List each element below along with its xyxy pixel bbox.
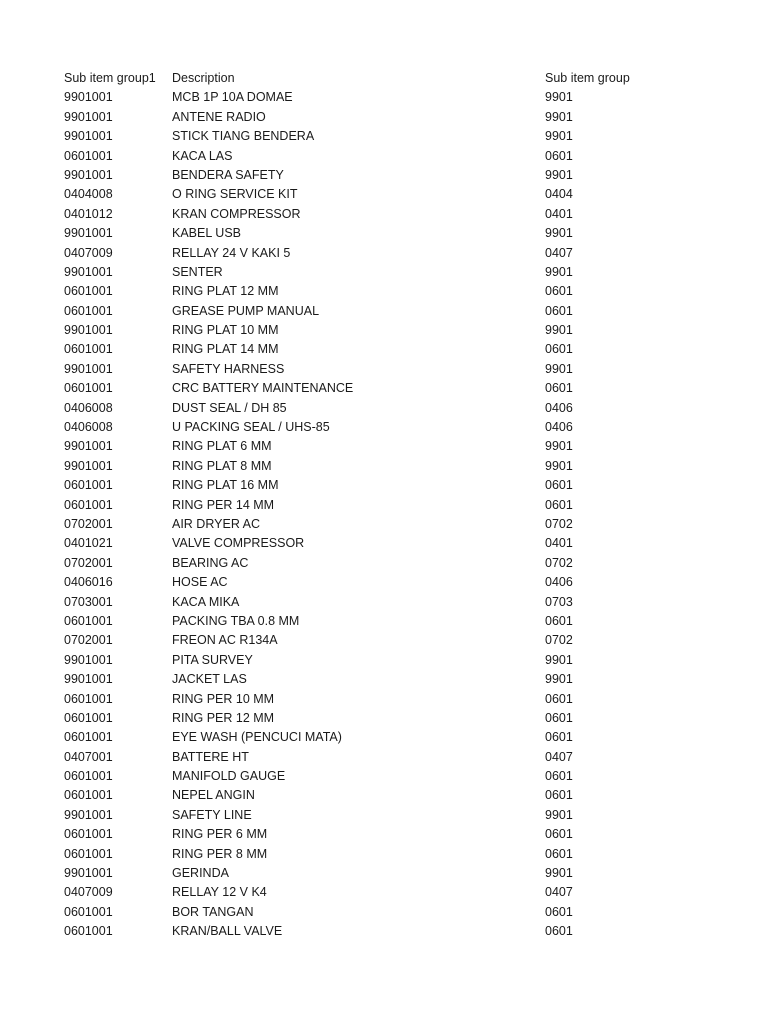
cell-sub-item-group1: 0401021	[64, 536, 113, 551]
cell-sub-item-group: 9901	[545, 672, 573, 687]
cell-description: KACA MIKA	[172, 594, 240, 609]
table-row	[64, 786, 704, 805]
item-table	[64, 69, 704, 942]
table-row	[64, 399, 704, 418]
table-row	[64, 282, 704, 301]
cell-sub-item-group: 0407	[545, 885, 573, 900]
cell-description: HOSE AC	[172, 575, 228, 590]
cell-sub-item-group1: 0601001	[64, 769, 113, 784]
cell-sub-item-group1: 0702001	[64, 555, 113, 570]
cell-sub-item-group: 0601	[545, 381, 573, 396]
cell-sub-item-group: 0601	[545, 478, 573, 493]
table-row	[64, 767, 704, 786]
cell-description: KRAN/BALL VALVE	[172, 924, 283, 939]
cell-sub-item-group: 0601	[545, 846, 573, 861]
cell-sub-item-group1: 0703001	[64, 594, 113, 609]
cell-sub-item-group1: 9901001	[64, 226, 113, 241]
table-row	[64, 108, 704, 127]
cell-description: EYE WASH (PENCUCI MATA)	[172, 730, 342, 745]
cell-sub-item-group: 0702	[545, 555, 573, 570]
table-row	[64, 728, 704, 747]
table-row	[64, 845, 704, 864]
table-row	[64, 709, 704, 728]
cell-description: BEARING AC	[172, 555, 249, 570]
table-row	[64, 631, 704, 650]
cell-sub-item-group: 9901	[545, 167, 573, 182]
cell-description: RING PLAT 12 MM	[172, 284, 279, 299]
cell-sub-item-group1: 0401012	[64, 206, 113, 221]
cell-sub-item-group: 0601	[545, 904, 573, 919]
cell-description: RING PER 10 MM	[172, 691, 275, 706]
header-sub-item-group1: Sub item group1	[64, 71, 156, 85]
cell-sub-item-group: 0407	[545, 245, 573, 260]
cell-description: SAFETY LINE	[172, 807, 252, 822]
cell-sub-item-group: 0702	[545, 633, 573, 648]
cell-description: RING PER 6 MM	[172, 827, 268, 842]
cell-sub-item-group1: 9901001	[64, 439, 113, 454]
table-row	[64, 806, 704, 825]
cell-description: GREASE PUMP MANUAL	[172, 303, 320, 318]
cell-description: NEPEL ANGIN	[172, 788, 255, 803]
cell-sub-item-group1: 9901001	[64, 109, 113, 124]
cell-description: KACA LAS	[172, 148, 233, 163]
cell-description: MANIFOLD GAUGE	[172, 769, 286, 784]
cell-sub-item-group: 0601	[545, 342, 573, 357]
cell-sub-item-group1: 0601001	[64, 730, 113, 745]
cell-description: SAFETY HARNESS	[172, 361, 285, 376]
table-row	[64, 515, 704, 534]
cell-sub-item-group: 0404	[545, 187, 573, 202]
cell-sub-item-group: 9901	[545, 323, 573, 338]
cell-sub-item-group1: 0601001	[64, 924, 113, 939]
cell-sub-item-group: 0406	[545, 400, 573, 415]
cell-sub-item-group: 0401	[545, 206, 573, 221]
cell-description: JACKET LAS	[172, 672, 247, 687]
cell-sub-item-group1: 0702001	[64, 516, 113, 531]
cell-sub-item-group: 0703	[545, 594, 573, 609]
cell-sub-item-group: 0601	[545, 769, 573, 784]
cell-description: RING PLAT 14 MM	[172, 342, 279, 357]
cell-description: CRC BATTERY MAINTENANCE	[172, 381, 354, 396]
cell-sub-item-group: 9901	[545, 439, 573, 454]
table-row	[64, 903, 704, 922]
cell-sub-item-group1: 0601001	[64, 904, 113, 919]
cell-sub-item-group1: 0406008	[64, 400, 113, 415]
table-row	[64, 883, 704, 902]
cell-sub-item-group: 0601	[545, 303, 573, 318]
table-row	[64, 418, 704, 437]
cell-sub-item-group1: 9901001	[64, 652, 113, 667]
cell-description: RELLAY 24 V KAKI 5	[172, 245, 291, 260]
cell-description: AIR DRYER AC	[172, 516, 260, 531]
cell-sub-item-group1: 0407009	[64, 245, 113, 260]
table-row	[64, 185, 704, 204]
table-row	[64, 573, 704, 592]
table-row	[64, 127, 704, 146]
header-sub-item-group: Sub item group	[545, 71, 630, 85]
cell-sub-item-group1: 9901001	[64, 264, 113, 279]
table-row	[64, 457, 704, 476]
cell-sub-item-group: 9901	[545, 807, 573, 822]
cell-description: DUST SEAL / DH 85	[172, 400, 287, 415]
cell-sub-item-group1: 0601001	[64, 827, 113, 842]
cell-description: RING PER 12 MM	[172, 710, 275, 725]
cell-description: PITA SURVEY	[172, 652, 253, 667]
cell-sub-item-group1: 0601001	[64, 788, 113, 803]
cell-description: GERINDA	[172, 866, 229, 881]
cell-sub-item-group1: 9901001	[64, 458, 113, 473]
cell-sub-item-group: 0406	[545, 420, 573, 435]
cell-sub-item-group: 9901	[545, 109, 573, 124]
cell-sub-item-group: 0401	[545, 536, 573, 551]
table-row	[64, 244, 704, 263]
cell-sub-item-group1: 9901001	[64, 90, 113, 105]
cell-sub-item-group1: 0601001	[64, 303, 113, 318]
cell-sub-item-group: 0601	[545, 924, 573, 939]
cell-sub-item-group1: 0601001	[64, 148, 113, 163]
table-row	[64, 825, 704, 844]
cell-sub-item-group: 0601	[545, 613, 573, 628]
cell-description: BENDERA SAFETY	[172, 167, 284, 182]
table-row	[64, 437, 704, 456]
table-row	[64, 224, 704, 243]
cell-sub-item-group: 0601	[545, 691, 573, 706]
cell-description: FREON AC R134A	[172, 633, 278, 648]
cell-sub-item-group1: 0702001	[64, 633, 113, 648]
table-row	[64, 476, 704, 495]
cell-sub-item-group: 0601	[545, 730, 573, 745]
cell-sub-item-group: 9901	[545, 652, 573, 667]
cell-description: O RING SERVICE KIT	[172, 187, 298, 202]
table-body	[64, 88, 704, 941]
cell-sub-item-group1: 0407009	[64, 885, 113, 900]
cell-description: ANTENE RADIO	[172, 109, 266, 124]
table-row	[64, 340, 704, 359]
cell-description: U PACKING SEAL / UHS-85	[172, 420, 330, 435]
cell-description: PACKING TBA 0.8 MM	[172, 613, 300, 628]
cell-description: VALVE COMPRESSOR	[172, 536, 305, 551]
table-row	[64, 651, 704, 670]
cell-description: RING PER 14 MM	[172, 497, 275, 512]
cell-sub-item-group: 0601	[545, 284, 573, 299]
cell-description: RING PLAT 8 MM	[172, 458, 272, 473]
table-row	[64, 748, 704, 767]
cell-sub-item-group1: 0601001	[64, 284, 113, 299]
cell-description: BOR TANGAN	[172, 904, 254, 919]
cell-description: RELLAY 12 V K4	[172, 885, 267, 900]
cell-sub-item-group: 0702	[545, 516, 573, 531]
cell-description: RING PLAT 16 MM	[172, 478, 279, 493]
table-row	[64, 379, 704, 398]
table-row	[64, 302, 704, 321]
cell-sub-item-group: 0601	[545, 827, 573, 842]
cell-description: BATTERE HT	[172, 749, 249, 764]
cell-sub-item-group1: 9901001	[64, 167, 113, 182]
header-description: Description	[172, 71, 235, 85]
cell-description: RING PLAT 6 MM	[172, 439, 272, 454]
table-row	[64, 360, 704, 379]
cell-sub-item-group1: 9901001	[64, 323, 113, 338]
cell-sub-item-group1: 0601001	[64, 691, 113, 706]
table-row	[64, 612, 704, 631]
cell-sub-item-group1: 9901001	[64, 807, 113, 822]
cell-sub-item-group1: 9901001	[64, 672, 113, 687]
table-row	[64, 670, 704, 689]
cell-sub-item-group1: 0404008	[64, 187, 113, 202]
cell-sub-item-group1: 9901001	[64, 129, 113, 144]
cell-sub-item-group1: 0601001	[64, 381, 113, 396]
table-row	[64, 205, 704, 224]
cell-sub-item-group: 9901	[545, 226, 573, 241]
cell-sub-item-group: 9901	[545, 264, 573, 279]
table-row	[64, 593, 704, 612]
cell-sub-item-group: 0407	[545, 749, 573, 764]
table-row	[64, 690, 704, 709]
cell-sub-item-group1: 0601001	[64, 342, 113, 357]
cell-description: KRAN COMPRESSOR	[172, 206, 301, 221]
cell-description: RING PLAT 10 MM	[172, 323, 279, 338]
cell-sub-item-group1: 0601001	[64, 478, 113, 493]
cell-sub-item-group1: 0601001	[64, 710, 113, 725]
cell-sub-item-group: 0406	[545, 575, 573, 590]
table-row	[64, 147, 704, 166]
cell-sub-item-group: 9901	[545, 866, 573, 881]
cell-description: MCB 1P 10A DOMAE	[172, 90, 293, 105]
table-row	[64, 922, 704, 941]
cell-description: SENTER	[172, 264, 223, 279]
cell-sub-item-group1: 9901001	[64, 866, 113, 881]
table-row	[64, 864, 704, 883]
table-row	[64, 534, 704, 553]
cell-sub-item-group: 0601	[545, 788, 573, 803]
table-row	[64, 321, 704, 340]
table-row	[64, 496, 704, 515]
cell-sub-item-group1: 0601001	[64, 497, 113, 512]
table-header-row	[64, 69, 704, 88]
cell-sub-item-group: 0601	[545, 148, 573, 163]
cell-sub-item-group: 9901	[545, 90, 573, 105]
cell-sub-item-group1: 0406016	[64, 575, 113, 590]
cell-sub-item-group: 9901	[545, 458, 573, 473]
table-row	[64, 263, 704, 282]
cell-sub-item-group1: 0601001	[64, 846, 113, 861]
cell-sub-item-group1: 0407001	[64, 749, 113, 764]
cell-sub-item-group: 9901	[545, 129, 573, 144]
cell-sub-item-group: 9901	[545, 361, 573, 376]
cell-sub-item-group: 0601	[545, 710, 573, 725]
cell-sub-item-group1: 0406008	[64, 420, 113, 435]
cell-sub-item-group1: 9901001	[64, 361, 113, 376]
table-row	[64, 166, 704, 185]
cell-description: STICK TIANG BENDERA	[172, 129, 315, 144]
cell-sub-item-group: 0601	[545, 497, 573, 512]
table-row	[64, 88, 704, 107]
table-row	[64, 554, 704, 573]
cell-description: RING PER 8 MM	[172, 846, 268, 861]
cell-description: KABEL USB	[172, 226, 242, 241]
cell-sub-item-group1: 0601001	[64, 613, 113, 628]
